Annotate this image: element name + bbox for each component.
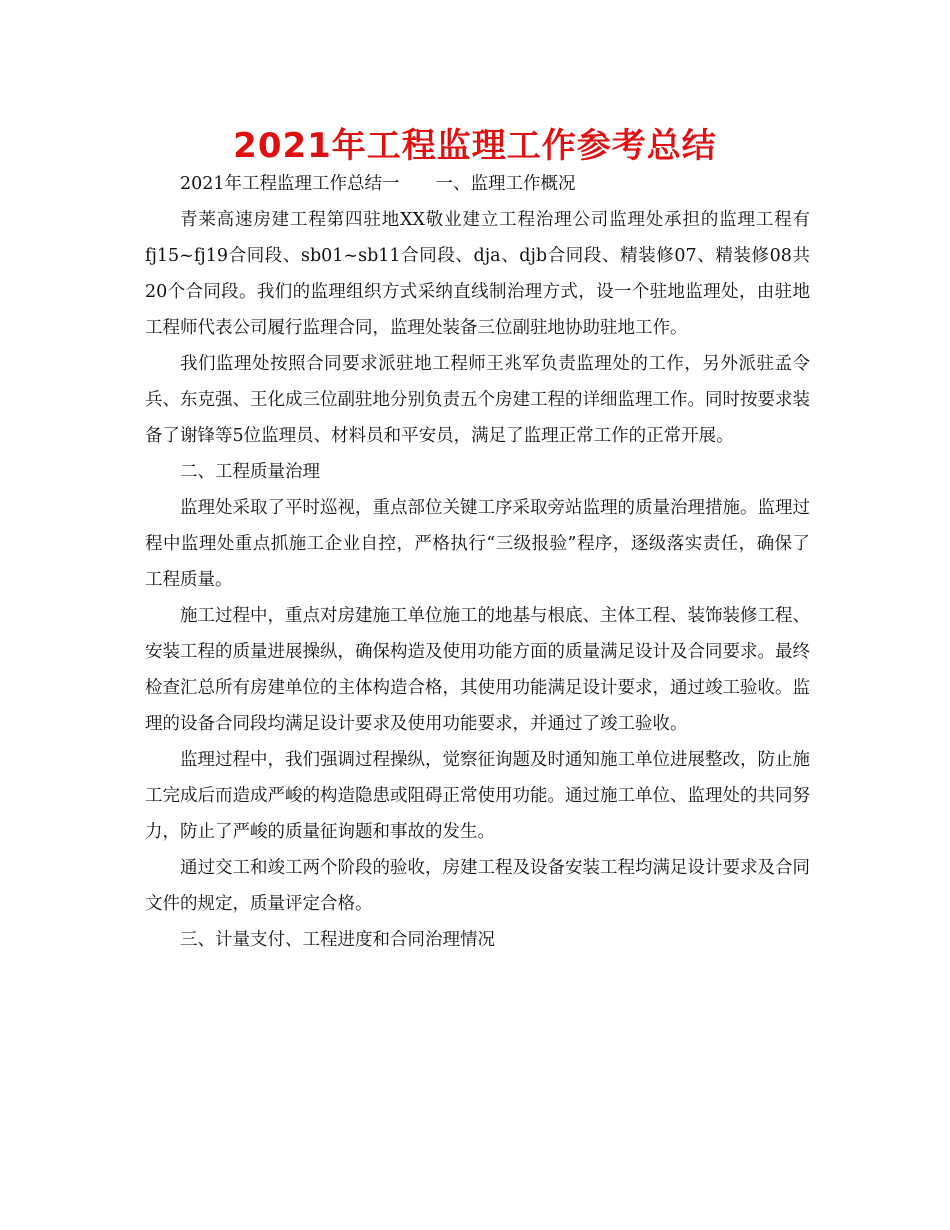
intro-heading: 2021年工程监理工作总结一: [180, 174, 400, 194]
paragraph-2: 我们监理处按照合同要求派驻地工程师王兆军负责监理处的工作，另外派驻孟令兵、东克强、王化成三位副驻地分别负责五个房建工程的详细监理工作。同时按要求装备了谢锋等5位监理员、材料员和平安员，满足了监理正常工作的正常开展。: [145, 354, 810, 446]
section-heading-2: 二、工程质量治理: [180, 462, 320, 482]
paragraph-6: 通过交工和竣工两个阶段的验收，房建工程及设备安装工程均满足设计要求及合同文件的规定，质量评定合格。: [145, 858, 810, 914]
paragraph-3: 监理处采取了平时巡视，重点部位关键工序采取旁站监理的质量治理措施。监理过程中监理处重点抓施工企业自控，严格执行“三级报验”程序，逐级落实责任，确保了工程质量。: [145, 498, 810, 590]
paragraph-1: 青莱高速房建工程第四驻地XX敬业建立工程治理公司监理处承担的监理工程有fj15~fj19合同段、sb01~sb11合同段、dja、djb合同段、精装修07、精装修08共20个合同段。我们的监理组织方式采纳直线制治理方式，设一个驻地监理处，由驻地工程师代表公司履行监理合同，监理处装备三位副驻地协助驻地工作。: [145, 210, 810, 338]
paragraph-5: 监理过程中，我们强调过程操纵，觉察征询题及时通知施工单位进展整改，防止施工完成后而造成严峻的构造隐患或阻碍正常使用功能。通过施工单位、监理处的共同努力，防止了严峻的质量征询题和事故的发生。: [145, 750, 810, 842]
section-heading-3: 三、计量支付、工程进度和合同治理情况: [180, 930, 495, 950]
document-body: [145, 166, 810, 958]
intro-line: [145, 166, 810, 202]
section-heading-1: 一、监理工作概况: [435, 174, 576, 194]
paragraph-4: 施工过程中，重点对房建施工单位施工的地基与根底、主体工程、装饰装修工程、安装工程的质量进展操纵，确保构造及使用功能方面的质量满足设计及合同要求。最终检查汇总所有房建单位的主体构造合格，其使用功能满足设计要求，通过竣工验收。监理的设备合同段均满足设计要求及使用功能要求，并通过了竣工验收。: [145, 606, 810, 734]
document-title: 2021年工程监理工作参考总结: [233, 126, 717, 166]
